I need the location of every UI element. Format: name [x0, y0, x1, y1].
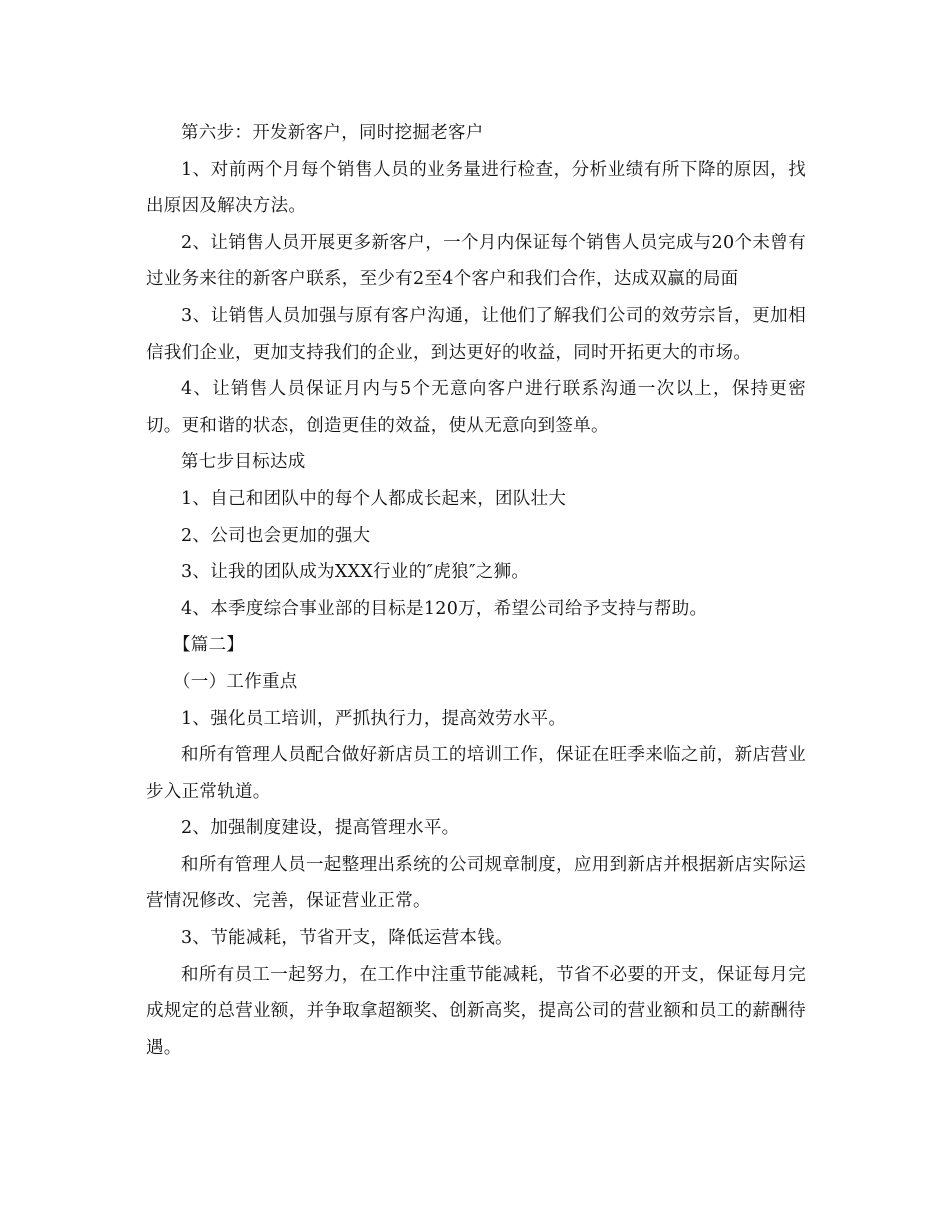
- paragraph: 2、让销售人员开展更多新客户，一个月内保证每个销售人员完成与20个未曾有过业务来往的新客户联系，至少有2至4个客户和我们合作，达成双赢的局面: [146, 232, 806, 290]
- paragraph: 和所有员工一起努力，在工作中注重节能减耗，节省不必要的开支，保证每月完成规定的总营业额，并争取拿超额奖、创新高奖，提高公司的营业额和员工的薪酬待遇。: [146, 964, 806, 1058]
- paragraph: 1、强化员工培训，严抓执行力，提高效劳水平。: [181, 708, 567, 729]
- subsection-heading-work-focus: （一）工作重点: [173, 671, 298, 692]
- paragraph: 3、让销售人员加强与原有客户沟通，让他们了解我们公司的效劳宗旨，更加相信我们企业，更加支持我们的企业，到达更好的收益，同时开拓更大的市场。: [146, 305, 806, 363]
- paragraph: 2、加强制度建设，提高管理水平。: [181, 818, 460, 839]
- paragraph: 3、让我的团队成为XXX行业的″虎狼″之狮。: [181, 562, 530, 583]
- paragraph: 和所有管理人员配合做好新店员工的培训工作，保证在旺季来临之前，新店营业步入正常轨道。: [146, 745, 806, 802]
- paragraph: 1、对前两个月每个销售人员的业务量进行检查，分析业绩有所下降的原因，找出原因及解决方法。: [146, 159, 806, 217]
- paragraph: 4、让销售人员保证月内与5个无意向客户进行联系沟通一次以上，保持更密切。更和谐的状态，创造更佳的效益，使从无意向到签单。: [146, 379, 806, 436]
- paragraph: 2、公司也会更加的强大: [181, 525, 371, 546]
- paragraph: 和所有管理人员一起整理出系统的公司规章制度，应用到新店并根据新店实际运营情况修改、完善，保证营业正常。: [146, 854, 806, 912]
- paragraph: 3、节能减耗，节省开支，降低运营本钱。: [181, 928, 513, 949]
- section-heading-step-seven: 第七步目标达成: [181, 452, 306, 473]
- section-heading-step-six: 第六步：开发新客户，同时挖掘老客户: [181, 123, 484, 143]
- section-heading-part-two: 【篇二】: [173, 635, 245, 656]
- paragraph: 4、本季度综合事业部的目标是120万，希望公司给予支持与帮助。: [181, 598, 708, 619]
- paragraph: 1、自己和团队中的每个人都成长起来，团队壮大: [181, 488, 567, 509]
